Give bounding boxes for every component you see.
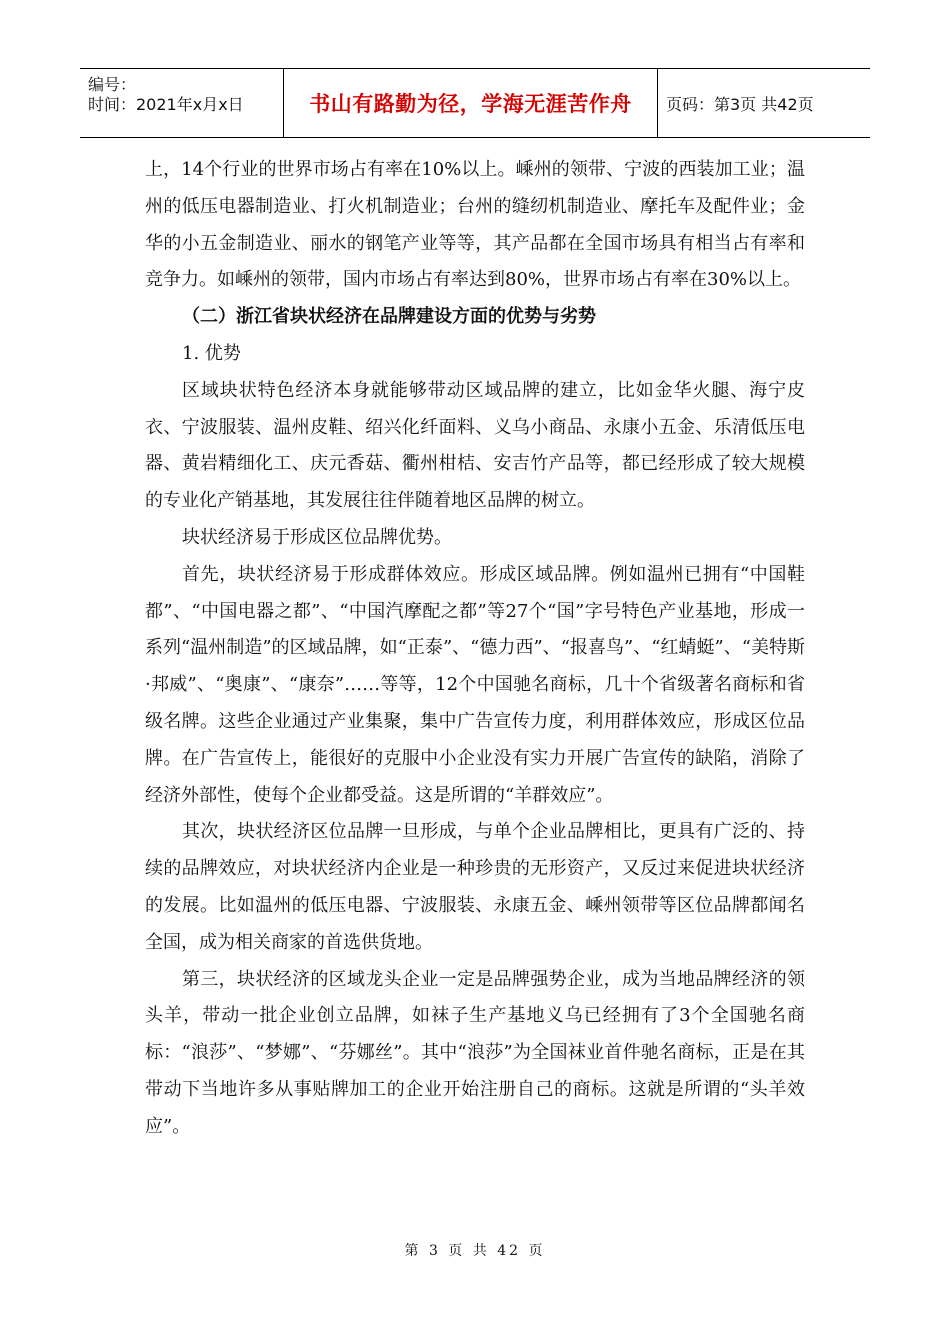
paragraph-continued: 上，14个行业的世界市场占有率在10%以上。嵊州的领带、宁波的西装加工业；温州的低压电器制造业、打火机制造业；台州的缝纫机制造业、摩托车及配件业；金华的小五金制造业、丽水的钢笔产业等等，其产品都在全国市场具有相当占有率和竞争力。如嵊州的领带，国内市场占有率达到80%，世界市场占有率在30%以上。 — [145, 159, 805, 291]
subsection-heading: 1. 优势 — [182, 342, 241, 364]
doc-date: 时间：2021年x月x日 — [88, 95, 244, 114]
document-body — [145, 152, 805, 1146]
paragraph: 首先，块状经济易于形成群体效应。形成区域品牌。例如温州已拥有“中国鞋都”、“中国电器之都”、“中国汽摩配之都”等27个“国”字号特色产业基地，形成一系列“温州制造”的区域品牌，如“正泰”、“德力西”、“报喜鸟”、“红蜻蜓”、“美特斯·邦威”、“奥康”、“康奈”……等等，12个中国驰名商标，几十个省级著名商标和省级名牌。这些企业通过产业集聚，集中广告宣传力度，利用群体效应，形成区位品牌。在广告宣传上，能很好的克服中小企业没有实力开展广告宣传的缺陷，消除了经济外部性，使每个企业都受益。这是所谓的“羊群效应”。 — [145, 563, 805, 806]
header-motto: 书山有路勤为径，学海无涯苦作舟 — [284, 69, 658, 137]
section-heading: （二）浙江省块状经济在品牌建设方面的优势与劣势 — [182, 306, 596, 328]
header-meta — [80, 69, 284, 137]
paragraph: 区域块状特色经济本身就能够带动区域品牌的建立，比如金华火腿、海宁皮衣、宁波服装、温州皮鞋、绍兴化纤面料、义乌小商品、永康小五金、乐清低压电器、黄岩精细化工、庆元香菇、衢州柑桔、安吉竹产品等，都已经形成了较大规模的专业化产销基地，其发展往往伴随着地区品牌的树立。 — [145, 379, 805, 512]
paragraph: 第三，块状经济的区域龙头企业一定是品牌强势企业，成为当地品牌经济的领头羊，带动一批企业创立品牌，如袜子生产基地义乌已经拥有了3个全国驰名商标：“浪莎”、“梦娜”、“芬娜丝”。其中“浪莎”为全国袜业首件驰名商标，正是在其带动下当地许多从事贴牌加工的企业开始注册自己的商标。这就是所谓的“头羊效应”。 — [145, 968, 805, 1137]
paragraph: 块状经济易于形成区位品牌优势。 — [182, 526, 452, 548]
page-header — [80, 68, 870, 138]
paragraph: 其次，块状经济区位品牌一旦形成，与单个企业品牌相比，更具有广泛的、持续的品牌效应，对块状经济内企业是一种珍贵的无形资产，又反过来促进块状经济的发展。比如温州的低压电器、宁波服装、永康五金、嵊州领带等区位品牌都闻名全国，成为相关商家的首选供货地。 — [145, 821, 805, 953]
header-page-info: 页码：第3页 共42页 — [666, 94, 814, 114]
doc-number-label: 编号： — [88, 75, 137, 94]
page-footer: 第 3 页 共 42 页 — [404, 1243, 546, 1259]
